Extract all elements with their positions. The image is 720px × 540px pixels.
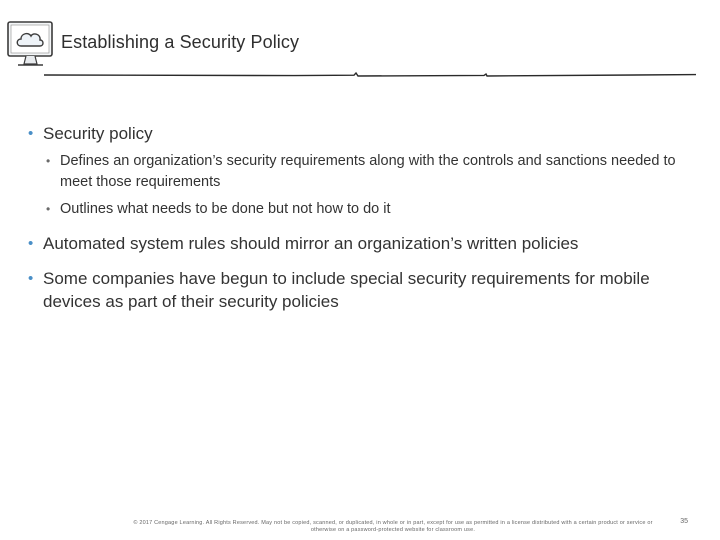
sub-bullet-item — [28, 151, 698, 193]
title-underline — [44, 70, 696, 80]
sub-bullet-item — [28, 199, 698, 220]
bullet-marker: • — [46, 202, 51, 216]
bullet-marker: • — [28, 125, 34, 142]
copyright-footer: © 2017 Cengage Learning. All Rights Reserved. May not be copied, scanned, or duplicated, in whole or in part, except for use as permitted in a license distributed with a certain product or service or otherwise on a password-protected website for classroom use. — [133, 520, 653, 533]
bullet-text: Automated system rules should mirror an organization’s written policies — [43, 234, 579, 253]
bullet-item — [28, 122, 698, 145]
bullet-text: Some companies have begun to include special security requirements for mobile devices as part of their security policies — [43, 269, 650, 311]
page-number: 35 — [680, 518, 688, 525]
bullet-item — [28, 232, 698, 255]
slide-title: Establishing a Security Policy — [61, 32, 300, 52]
sub-bullet-text: Outlines what needs to be done but not how to do it — [60, 201, 391, 217]
bullet-list — [28, 122, 698, 313]
cloud-monitor-icon — [6, 18, 56, 70]
bullet-marker: • — [28, 235, 34, 252]
bullet-text: Security policy — [43, 124, 153, 143]
bullet-marker: • — [46, 154, 51, 168]
bullet-marker: • — [28, 270, 34, 287]
bullet-item — [28, 267, 698, 313]
sub-bullet-text: Defines an organization’s security requirements along with the controls and sanctions needed to meet those requirements — [60, 153, 676, 190]
